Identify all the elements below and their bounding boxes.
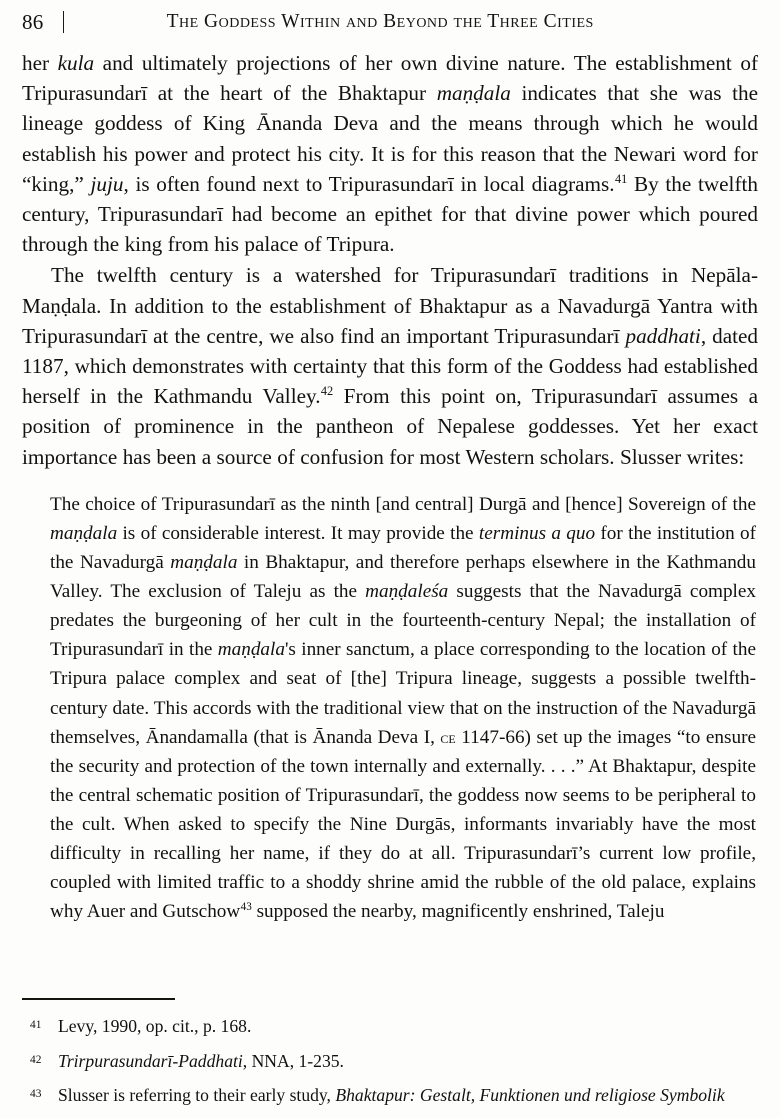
page-number: 86 — [22, 9, 44, 34]
block-quote-text: The choice of Tripurasundarī as the ninth [and central] Durgā and [hence] Sovereign of the maṇḍala is of considerable interest. It may provide the terminus a quo for the institution of the Navadurgā maṇḍala in Bhaktapur, and therefore perhaps elsewhere in the Kathmandu Valley. The exclusion of Taleju as the maṇḍaleśa suggests that the Navadurgā complex predates the burgeoning of her cult in the fourteenth-century Nepal; the installation of Tripurasundarī in the maṇḍala's inner sanctum, a place corresponding to the location of the Tripura palace complex and seat of [the] Tripura lineage, suggests a possible twelfth-century date. This accords with the traditional view that on the instruction of the Navadurgā themselves, Ānandamalla (that is Ānanda Deva I, ce 1147-66) set up the images “to ensure the security and protection of the town internally and externally. . . .” At Bhaktapur, despite the central schematic position of Tripurasundarī, the goddess now seems to be peripheral to the cult. When asked to specify the Nine Durgās, informants invariably have the most difficulty in recalling her name, if they do at all. Tripurasundarī’s current low profile, coupled with limited traffic to a shoddy shrine amid the rubble of the old palace, explains why Auer and Gutschow$^{43}$ supposed the nearby, magnificently enshrined, Taleju — [50, 493, 757, 923]
body-text-column — [22, 48, 758, 926]
footnote-entry — [22, 1014, 762, 1038]
footnote-separator-rule — [22, 998, 175, 1000]
footnote-text: Slusser is referring to their early study, Bhaktapur: Gestalt, Funktionen und religiose Symbolik — [58, 1085, 725, 1105]
paragraph-2: The twelfth century is a watershed for Tripurasundarī traditions in Nepāla-Maṇḍala. In addition to the establishment of Bhaktapur as a Navadurgā Yantra with Tripurasundarī at the centre, we also find an important Tripurasundarī paddhati, dated 1187, which demonstrates with certainty that this form of the Goddess had established herself in the Kathmandu Valley.$^{42}$ From this point on, Tripurasundarī assumes a position of prominence in the pantheon of Nepalese goddesses. Yet her exact importance has been a source of confusion for most Western scholars. Slusser writes: — [22, 263, 759, 469]
running-head-title: The Goddess Within and Beyond the Three Cities — [166, 11, 594, 32]
footnote-number: 42 — [30, 1053, 42, 1066]
footnote-text: Trirpurasundarī-Paddhati, NNA, 1-235. — [58, 1050, 344, 1071]
footnote-entry — [22, 1049, 762, 1073]
block-quote-slusser — [50, 490, 756, 926]
footnote-list — [22, 1014, 762, 1107]
running-head — [22, 7, 758, 37]
footnote-number: 43 — [30, 1088, 42, 1100]
footnote-number: 41 — [30, 1019, 42, 1031]
footnote-text: Levy, 1990, op. cit., p. 168. — [58, 1016, 252, 1036]
footnotes-section — [22, 998, 762, 1118]
paragraph-1: her kula and ultimately projections of her own divine nature. The establishment of Tripurasundarī at the heart of the Bhaktapur maṇḍala indicates that she was the lineage goddess of King Ānanda Deva and the means through which he would establish his power and protect his city. It is for this reason that the Newari word for “king,” juju, is often found next to Tripurasundarī in local diagrams.$^{41}$ By the twelfth century, Tripurasundarī had become an epithet for that divine power which poured through the king from his palace of Tripura. — [22, 51, 759, 257]
footnote-entry — [22, 1083, 762, 1107]
